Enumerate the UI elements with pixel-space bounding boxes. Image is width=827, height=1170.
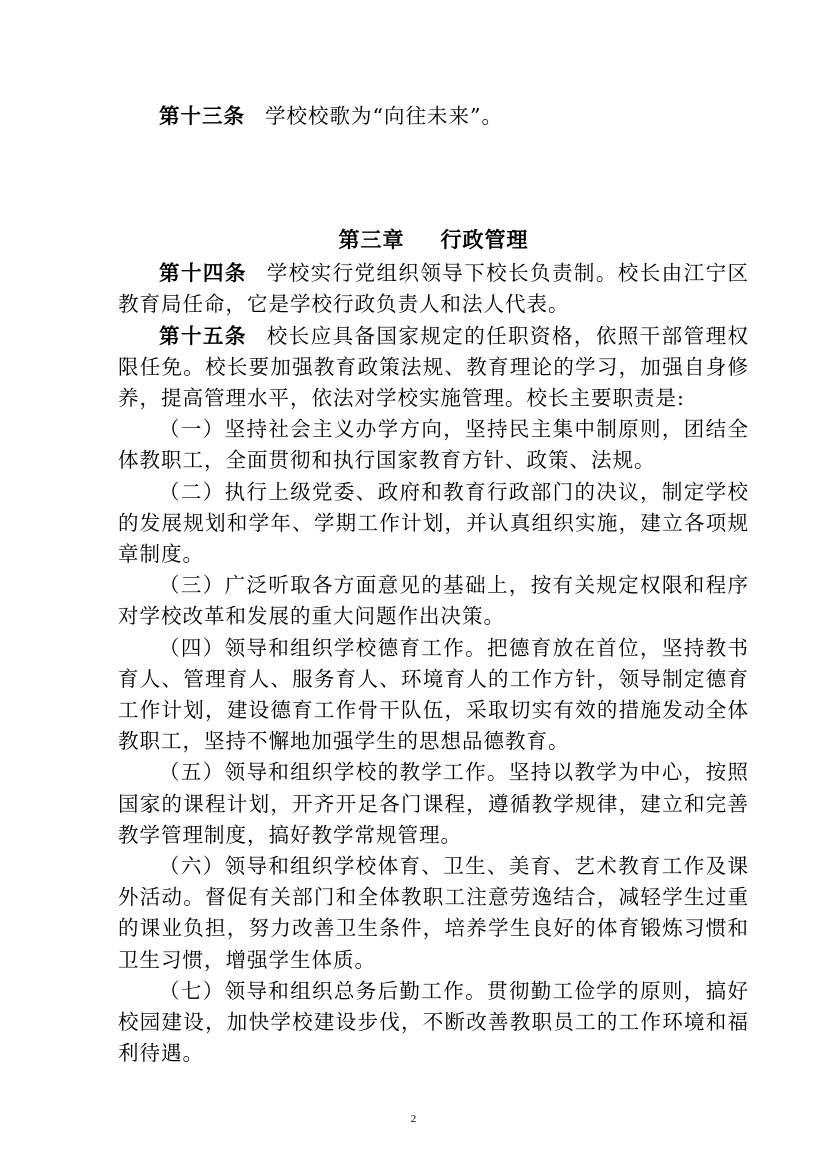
chapter-heading bbox=[118, 222, 749, 258]
duty-item-1: （一）坚持社会主义办学方向，坚持民主集中制原则，团结全体教职工，全面贯彻和执行国家教育方针、政策、法规。 bbox=[118, 417, 749, 473]
duty-item-6: （六）领导和组织学校体育、卫生、美育、艺术教育工作及课外活动。督促有关部门和全体教职工注意劳逸结合，减轻学生过重的课业负担，努力改善卫生条件，培养学生良好的体育锻炼习惯和卫生习惯，增强学生体质。 bbox=[118, 854, 749, 972]
duty-item-4: （四）领导和组织学校德育工作。把德育放在首位，坚持教书育人、管理育人、服务育人、环境育人的工作方针，领导制定德育工作计划，建设德育工作骨干队伍，采取切实有效的措施发动全体教职工，坚持不懈地加强学生的思想品德教育。 bbox=[118, 635, 749, 754]
chapter-number: 第三章 bbox=[338, 228, 405, 253]
chapter-title: 行政管理 bbox=[440, 228, 529, 253]
article-14-number: 第十四条 bbox=[159, 261, 247, 286]
article-14 bbox=[118, 258, 749, 320]
article-13-number: 第十三条 bbox=[159, 104, 245, 128]
article-13-text: 学校校歌为“向往未来”。 bbox=[265, 104, 503, 128]
page-number: 2 bbox=[410, 1113, 417, 1125]
article-14-text: 学校实行党组织领导下校长负责制。校长由江宁区教育局任命，它是学校行政负责人和法人代表。 bbox=[118, 261, 750, 317]
duty-item-3: （三）广泛听取各方面意见的基础上，按有关规定权限和程序对学校改革和发展的重大问题作出决策。 bbox=[118, 573, 749, 629]
duty-item-2: （二）执行上级党委、政府和教育行政部门的决议，制定学校的发展规划和学年、学期工作计划，并认真组织实施，建立各项规章制度。 bbox=[118, 479, 749, 567]
article-15 bbox=[118, 321, 749, 415]
document-body bbox=[118, 95, 749, 1069]
article-15-number: 第十五条 bbox=[159, 323, 247, 348]
article-13 bbox=[118, 101, 749, 132]
duty-item-7: （七）领导和组织总务后勤工作。贯彻勤工俭学的原则，搞好校园建设，加快学校建设步伐，不断改善教职员工的工作环境和福利待遇。 bbox=[118, 978, 749, 1066]
duty-item-5: （五）领导和组织学校的教学工作。坚持以教学为中心，按照国家的课程计划，开齐开足各门课程，遵循教学规律，建立和完善教学管理制度，搞好教学常规管理。 bbox=[118, 760, 749, 847]
article-15-text: 校长应具备国家规定的任职资格，依照干部管理权限任免。校长要加强教育政策法规、教育理论的学习，加强自身修养，提高管理水平，依法对学校实施管理。校长主要职责是: bbox=[118, 323, 750, 411]
